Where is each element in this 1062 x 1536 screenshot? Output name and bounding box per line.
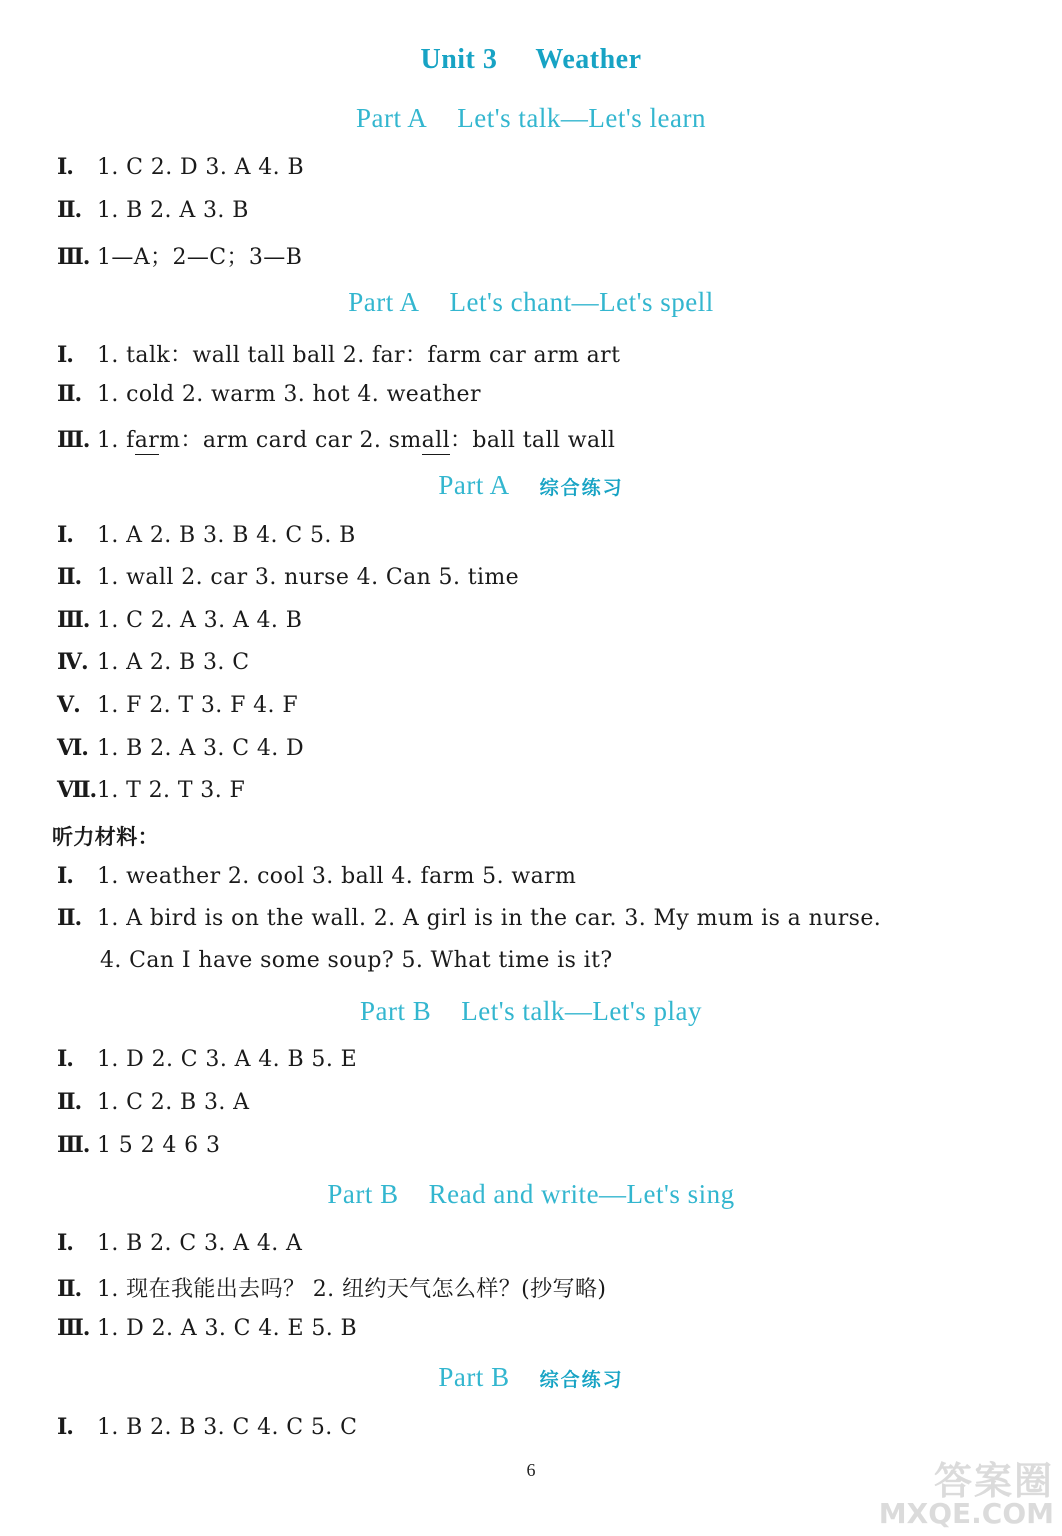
answer-line <box>57 1315 357 1341</box>
roman-numeral: Ⅰ. <box>57 154 73 180</box>
roman-numeral: Ⅰ. <box>57 522 73 548</box>
section-heading <box>0 1362 1062 1393</box>
page-number: 6 <box>526 1460 536 1480</box>
answer-text: 1 5 2 4 6 3 <box>97 1133 221 1158</box>
answer-line <box>57 423 615 454</box>
answer-line <box>57 607 302 633</box>
answer-text: m：arm card car 2. sm <box>159 428 422 453</box>
roman-numeral: Ⅰ. <box>57 342 73 368</box>
answer-line <box>57 197 249 223</box>
answer-text: 1. A 2. B 3. C <box>97 650 250 675</box>
answer-text: 1. D 2. A 3. C 4. E 5. B <box>97 1316 358 1341</box>
answer-line <box>57 1414 357 1440</box>
answer-line <box>57 692 298 718</box>
listening-label: 听力材料： <box>52 825 159 849</box>
answer-line <box>57 735 304 761</box>
section-part: Part A <box>356 103 428 133</box>
section-part: Part A <box>438 470 510 500</box>
roman-numeral: Ⅱ. <box>57 1089 82 1115</box>
answer-text: 1. B 2. C 3. A 4. A <box>97 1231 303 1256</box>
answer-text: 1. cold 2. warm 3. hot 4. weather <box>97 382 481 407</box>
roman-numeral: Ⅲ. <box>57 244 90 270</box>
roman-numeral: Ⅰ. <box>57 1046 73 1072</box>
answer-line <box>57 649 249 675</box>
roman-numeral: Ⅱ. <box>57 381 82 407</box>
section-part: Part A <box>348 287 420 317</box>
answer-line <box>57 777 245 803</box>
answer-line <box>57 1272 606 1303</box>
answer-line <box>57 240 302 271</box>
answer-text: 1. A 2. B 3. B 4. C 5. B <box>97 523 356 548</box>
answer-line <box>57 564 519 590</box>
answer-line <box>57 522 356 548</box>
answer-text: 1. wall 2. car 3. nurse 4. Can 5. time <box>97 565 520 590</box>
section-part: Part B <box>360 996 432 1026</box>
roman-numeral: Ⅰ. <box>57 1414 73 1440</box>
watermark-en: MXQE.COM <box>878 1497 1054 1530</box>
answer-text: 1. D 2. C 3. A 4. B 5. E <box>97 1047 358 1072</box>
answer-line <box>57 381 481 407</box>
section-part: Part B <box>438 1362 510 1392</box>
answer-text: 1. T 2. T 3. F <box>97 778 246 803</box>
section-heading <box>0 996 1062 1027</box>
answer-line <box>57 1132 220 1158</box>
answer-text: 1. 现在我能出去吗？ 2. 纽约天气怎么样？(抄写略) <box>97 1277 607 1302</box>
roman-numeral: Ⅱ. <box>57 905 82 931</box>
answer-line <box>57 1046 357 1072</box>
section-subtitle: 综合练习 <box>539 1369 624 1391</box>
unit-name: Weather <box>535 44 642 75</box>
answer-line <box>57 863 576 889</box>
roman-numeral: Ⅰ. <box>57 1230 73 1256</box>
unit-label: Unit 3 <box>420 44 498 75</box>
section-subtitle: Let's talk—Let's play <box>461 996 702 1026</box>
section-subtitle: Let's talk—Let's learn <box>457 103 706 133</box>
answer-line <box>57 905 881 931</box>
answer-text: 1. C 2. D 3. A 4. B <box>97 155 305 180</box>
section-heading <box>0 1179 1062 1210</box>
answer-text: ：ball tall wall <box>450 428 616 453</box>
watermark-cn: 答案圈 <box>933 1459 1054 1503</box>
roman-numeral: Ⅶ. <box>57 777 97 803</box>
answer-text: 1. C 2. A 3. A 4. B <box>97 608 303 633</box>
roman-numeral: Ⅳ. <box>57 649 88 675</box>
roman-numeral: Ⅵ. <box>57 735 88 761</box>
answer-line <box>57 1089 249 1115</box>
section-subtitle: Read and write—Let's sing <box>428 1179 735 1209</box>
roman-numeral: Ⅱ. <box>57 564 82 590</box>
answer-text: 1. C 2. B 3. A <box>97 1090 250 1115</box>
section-part: Part B <box>327 1179 399 1209</box>
section-subtitle: 综合练习 <box>539 477 624 499</box>
answer-line <box>57 154 304 180</box>
section-heading <box>0 470 1062 501</box>
underlined-letters: ar <box>134 428 160 453</box>
roman-numeral: Ⅰ. <box>57 863 73 889</box>
roman-numeral: Ⅲ. <box>57 427 90 453</box>
answer-text: 1. weather 2. cool 3. ball 4. farm 5. warm <box>97 864 577 889</box>
roman-numeral: Ⅲ. <box>57 607 90 633</box>
answer-text: 1. B 2. B 3. C 4. C 5. C <box>97 1415 358 1440</box>
answer-line <box>57 338 620 369</box>
answer-text: 1. f <box>97 428 135 453</box>
answer-line: 4. Can I have some soup? 5. What time is it? <box>100 948 613 973</box>
roman-numeral: Ⅲ. <box>57 1132 90 1158</box>
roman-numeral: Ⅱ. <box>57 1276 82 1302</box>
watermark-logo <box>878 1450 1054 1530</box>
underlined-letters: all <box>421 428 451 453</box>
answer-text: 1. B 2. A 3. B <box>97 198 249 223</box>
answer-line <box>57 1230 302 1256</box>
section-heading <box>0 287 1062 318</box>
section-heading <box>0 103 1062 134</box>
answer-text: 1—A；2—C；3—B <box>97 245 303 270</box>
section-subtitle: Let's chant—Let's spell <box>449 287 714 317</box>
answer-text: 1. talk：wall tall ball 2. far：farm car arm art <box>97 343 621 368</box>
roman-numeral: Ⅲ. <box>57 1315 90 1341</box>
roman-numeral: Ⅱ. <box>57 197 82 223</box>
roman-numeral: Ⅴ. <box>57 692 80 718</box>
answer-text: 1. F 2. T 3. F 4. F <box>97 693 298 718</box>
answer-text: 1. B 2. A 3. C 4. D <box>97 736 305 761</box>
answer-text: 1. A bird is on the wall. 2. A girl is in the car. 3. My mum is a nurse. <box>97 906 882 931</box>
unit-title <box>0 44 1062 76</box>
